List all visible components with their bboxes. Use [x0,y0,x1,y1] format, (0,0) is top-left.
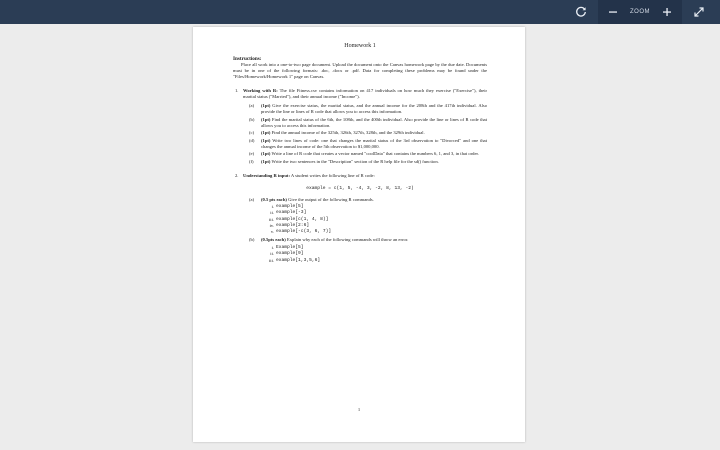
page-number: 1 [357,407,361,412]
sub-item: i. Example[5] [271,244,304,250]
instructions-heading: Instructions: [233,56,262,62]
part-item: (b) (1pt) Find the marital status of the 6th, the 108th, and the 400th individual. Also provide the line or lines of R code that allows you to access this information. [249,116,487,128]
zoom-in-icon[interactable] [656,1,678,23]
sub-item: iii. example[1,3,5,6] [269,257,321,263]
sub-item: v. example[-c(3, 6, 7)] [270,229,332,235]
question-2 [233,173,487,179]
viewer-toolbar [0,0,720,24]
question-2-parts [249,197,487,264]
instructions-text: Place all work into a one-to-two page document. Upload the document onto the Canvas homework page by the due date. Documents must be in one of the following formats: .doc, .docx or .pdf. Data for completing these problems may be found under the "Files/Homework/Homework 1" page on Canvas. [233,62,487,79]
sub-item: ii. example[9] [270,251,304,257]
document-title: Homework 1 [344,43,376,49]
question-1-parts [249,103,487,165]
fullscreen-icon[interactable] [688,1,710,23]
part-item: (b) (0.5pts each) Explain why each of the following commands will throw an error. [249,237,409,243]
sub-item: iii. example[c(1, 4, 8)] [269,216,329,222]
question-title: Understanding R input: [243,172,290,178]
sub-item: iv. example[2:6] [269,222,310,228]
document-page [193,27,525,442]
part-item: (e) (1pt) Write a line of R code that creates a vector named "coolData" that contains the numbers 6, 1, and 3, in that order. [249,151,479,156]
part-item: (a) (1pt) Give the exercise status, the marital status, and the annual income for the 208th and the 417th individual. Also provide the line or lines of R code that allows you to access this information. [249,103,487,114]
question-number: 1. [235,88,239,93]
part-item: (f) (1pt) Write the two sentences in the "Description" section of the R help file for the sd() function. [249,158,439,164]
question-number: 2. [235,172,239,178]
code-example: example = c(1, 5, -4, 3, -2, 8, 13, -2) [306,185,414,191]
part-item: (d) (1pt) Write two lines of code: one that changes the marital status of the 3rd observation to "Divorced" and one that changes the annual income of the 5th observation to $1,000,000. [249,137,487,149]
zoom-out-icon[interactable] [602,1,624,23]
sub-item: i. example[5] [271,204,304,209]
refresh-icon[interactable] [570,1,592,23]
sub-item: ii. example[-3] [270,210,307,216]
part-item: (c) (1pt) Find the annual income of the 325th, 326th, 327th, 328th, and the 329th individual. [249,130,425,135]
zoom-controls [598,0,682,24]
part-item: (a) (0.5 pts each) Give the output of the following R commands. [249,196,374,202]
question-title: Working with R: [243,88,278,93]
zoom-label: ZOOM [630,9,650,15]
sub-list [267,204,487,235]
sub-list [267,245,487,264]
question-text: A student writes the following line of R code: [290,172,375,178]
question-1 [233,88,487,100]
question-text: The file Fitness.csv contains information on 417 individuals on how much they exercise ("Exercise"), their marital status ("Married"), and their annual income ("Income"). [243,88,487,99]
